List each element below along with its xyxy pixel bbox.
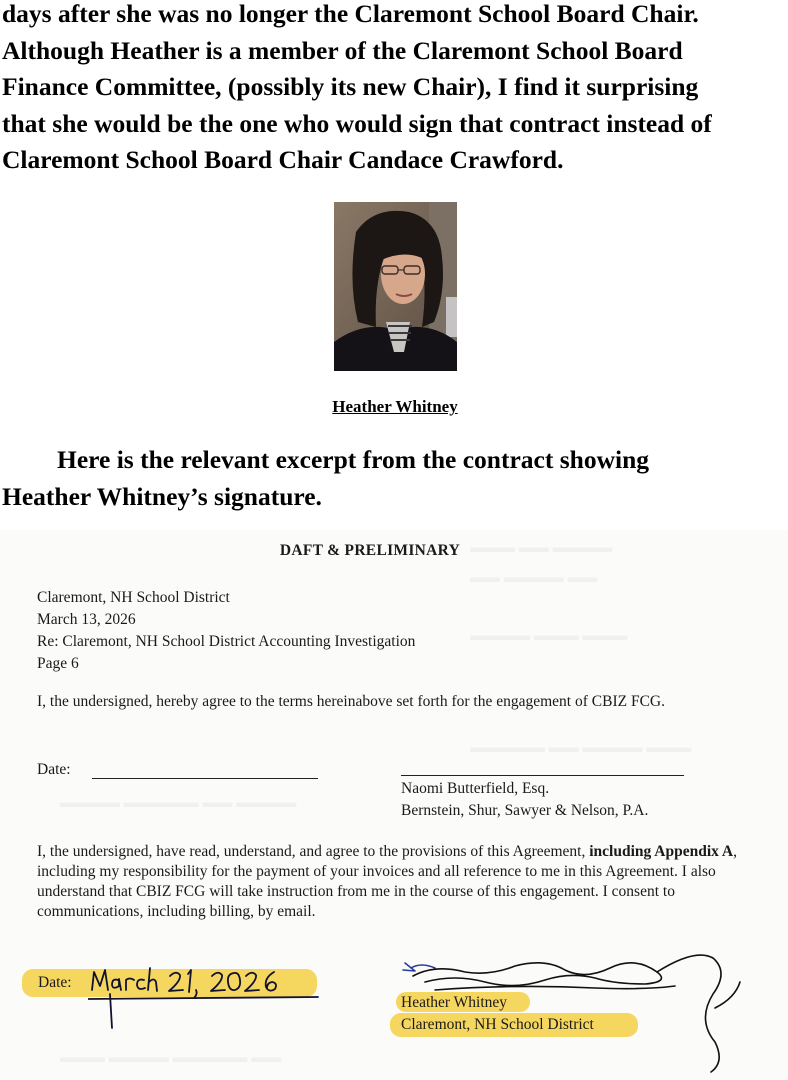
article-line: Claremont School Board Chair Candace Crawford.: [2, 145, 564, 174]
article-paragraph-1: [2, 0, 788, 179]
letter-header: [37, 587, 415, 675]
bleed-through-marks: [470, 740, 691, 757]
photo-caption: Heather Whitney: [332, 397, 458, 416]
agreement-statement: I, the undersigned, hereby agree to the terms hereinabove set forth for the engagement of CBIZ FCG.: [37, 693, 665, 710]
header-line: Claremont, NH School District: [37, 589, 230, 606]
article-paragraph-2: [2, 442, 788, 515]
bleed-through-marks: [60, 1050, 281, 1067]
signed-date-label: Date:: [38, 974, 72, 991]
article-line: Heather Whitney’s signature.: [2, 481, 322, 511]
counsel-signature-line: [401, 775, 684, 776]
bleed-through-marks: [470, 628, 628, 645]
counsel-block: [401, 778, 648, 822]
article-line: Although Heather is a member of the Claremont School Board: [2, 35, 683, 65]
article-line: days after she was no longer the Claremont School Board Chair.: [2, 0, 699, 28]
header-line: Page 6: [37, 655, 79, 672]
heather-whitney-photo: [334, 202, 457, 371]
provisions-statement: [37, 842, 769, 922]
signer-organization: Claremont, NH School District: [401, 1016, 594, 1033]
bleed-through-marks: [60, 795, 296, 812]
handwritten-date: [88, 964, 328, 1039]
date-signature-line: [92, 778, 318, 779]
counsel-firm: Bernstein, Shur, Sawyer & Nelson, P.A.: [401, 802, 649, 819]
counsel-name: Naomi Butterfield, Esq.: [401, 780, 550, 797]
article-line: Here is the relevant excerpt from the contract showing: [57, 445, 650, 474]
header-line: Re: Claremont, NH School District Accounting Investigation: [37, 633, 416, 650]
date-label: Date:: [37, 761, 71, 778]
article-line: Finance Committee, (possibly its new Chair), I find it surprising: [2, 72, 699, 101]
contract-excerpt-scan: [0, 530, 788, 1080]
contract-title: DAFT & PRELIMINARY: [279, 542, 461, 559]
header-line: March 13, 2026: [37, 611, 136, 628]
bleed-through-marks: [470, 570, 598, 587]
signer-name: Heather Whitney: [401, 994, 508, 1011]
provisions-bold-text: including Appendix A: [589, 843, 734, 860]
provisions-text: , including my responsibility for the payment of your invoices and all reference to me in this Agreement. I also understand that CBIZ FCG will take instruction from me in the course of this engagement. I consent to communications, including billing, by email.: [37, 843, 737, 920]
article-line: that she would be the one who would sign that contract instead of: [2, 108, 712, 138]
provisions-text: I, the undersigned, have read, understand, and agree to the provisions of this Agreement,: [37, 843, 590, 860]
